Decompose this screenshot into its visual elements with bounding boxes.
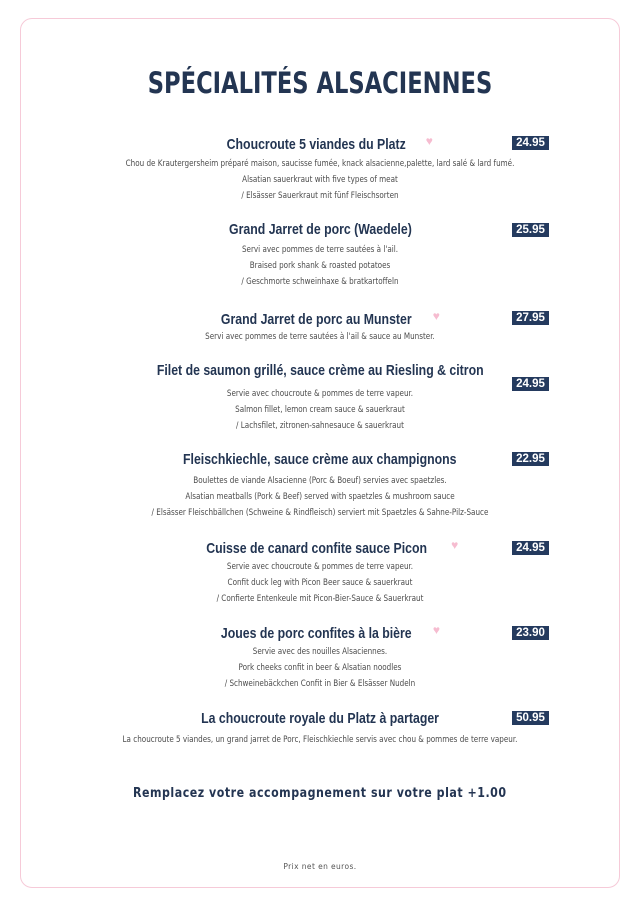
price-badge: 24.95 bbox=[512, 136, 549, 150]
description-line: / Schweinebäckchen Confit in Bier & Elsässer Nudeln bbox=[224, 678, 416, 688]
price-badge: 24.95 bbox=[512, 541, 549, 555]
item-name: Cuisse de canard confite sauce Picon bbox=[205, 540, 427, 557]
note-text: Remplacez votre accompagnement sur votre plat +1.00 bbox=[133, 786, 507, 801]
description-line: Servi avec pommes de terre sautées à l'ail & sauce au Munster. bbox=[205, 331, 435, 341]
price-badge: 25.95 bbox=[512, 223, 549, 237]
price-badge: 50.95 bbox=[512, 711, 549, 725]
item-description bbox=[0, 472, 640, 520]
item-name: La choucroute royale du Platz à partager bbox=[201, 710, 439, 727]
heart-icon: ♥ bbox=[432, 623, 440, 637]
description-line: Salmon fillet, lemon cream sauce & sauerkraut bbox=[235, 404, 405, 414]
description-line: Pork cheeks confit in beer & Alsatian noodles bbox=[238, 662, 402, 672]
price-badge: 24.95 bbox=[512, 377, 549, 391]
item-description bbox=[0, 385, 640, 433]
description-line: Servi avec pommes de terre sautées à l'ail. bbox=[241, 244, 399, 254]
item-name: Filet de saumon grillé, sauce crème au Riesling & citron bbox=[156, 362, 484, 379]
description-line: / Geschmorte schweinhaxe & bratkartoffeln bbox=[241, 276, 399, 286]
description-line: La choucroute 5 viandes, un grand jarret de Porc, Fleischkiechle servis avec chou & pommes de terre vapeur. bbox=[122, 734, 518, 744]
item-description bbox=[0, 731, 640, 747]
item-description bbox=[0, 643, 640, 691]
item-description bbox=[0, 155, 640, 203]
description-line: Servie avec choucroute & pommes de terre vapeur. bbox=[226, 561, 414, 571]
description-line: / Elsässer Fleischbällchen (Schweine & Rindfleisch) serviert mit Spaetzles & Sahne-Pilz-Sauce bbox=[151, 507, 489, 517]
description-line: Chou de Krautergersheim préparé maison, saucisse fumée, knack alsacienne,palette, lard salé & lard fumé. bbox=[125, 158, 515, 168]
page-title: SPÉCIALITÉS ALSACIENNES bbox=[147, 66, 493, 100]
description-line: Braised pork shank & roasted potatoes bbox=[249, 260, 391, 270]
item-description bbox=[0, 328, 640, 344]
heart-icon: ♥ bbox=[425, 134, 433, 148]
description-line: Servie avec des nouilles Alsaciennes. bbox=[252, 646, 388, 656]
item-name: Choucroute 5 viandes du Platz bbox=[226, 136, 406, 153]
footer-note: Prix net en euros. bbox=[283, 862, 357, 871]
description-line: Boulettes de viande Alsacienne (Porc & Boeuf) servies avec spaetzles. bbox=[193, 475, 447, 485]
description-line: / Confierte Entenkeule mit Picon-Bier-Sauce & Sauerkraut bbox=[216, 593, 424, 603]
description-line: Alsatian sauerkraut with five types of meat bbox=[242, 174, 398, 184]
item-name: Grand Jarret de porc (Waedele) bbox=[228, 221, 412, 238]
description-line: Servie avec choucroute & pommes de terre vapeur. bbox=[226, 388, 414, 398]
price-badge: 22.95 bbox=[512, 452, 549, 466]
description-line: Alsatian meatballs (Pork & Beef) served with spaetzles & mushroom sauce bbox=[185, 491, 455, 501]
item-description bbox=[0, 241, 640, 289]
description-line: / Lachsfilet, zitronen-sahnesauce & sauerkraut bbox=[236, 420, 404, 430]
item-description bbox=[0, 558, 640, 606]
side-dish-note bbox=[0, 786, 640, 801]
heart-icon: ♥ bbox=[451, 538, 459, 552]
heart-icon: ♥ bbox=[432, 309, 440, 323]
description-line: / Elsässer Sauerkraut mit fünf Fleischsorten bbox=[241, 190, 399, 200]
item-name: Fleischkiechle, sauce crème aux champignons bbox=[183, 451, 457, 468]
description-line: Confit duck leg with Picon Beer sauce & sauerkraut bbox=[227, 577, 413, 587]
item-name: Joues de porc confites à la bière bbox=[220, 625, 412, 642]
item-name: Grand Jarret de porc au Munster bbox=[220, 311, 412, 328]
price-badge: 27.95 bbox=[512, 311, 549, 325]
price-badge: 23.90 bbox=[512, 626, 549, 640]
